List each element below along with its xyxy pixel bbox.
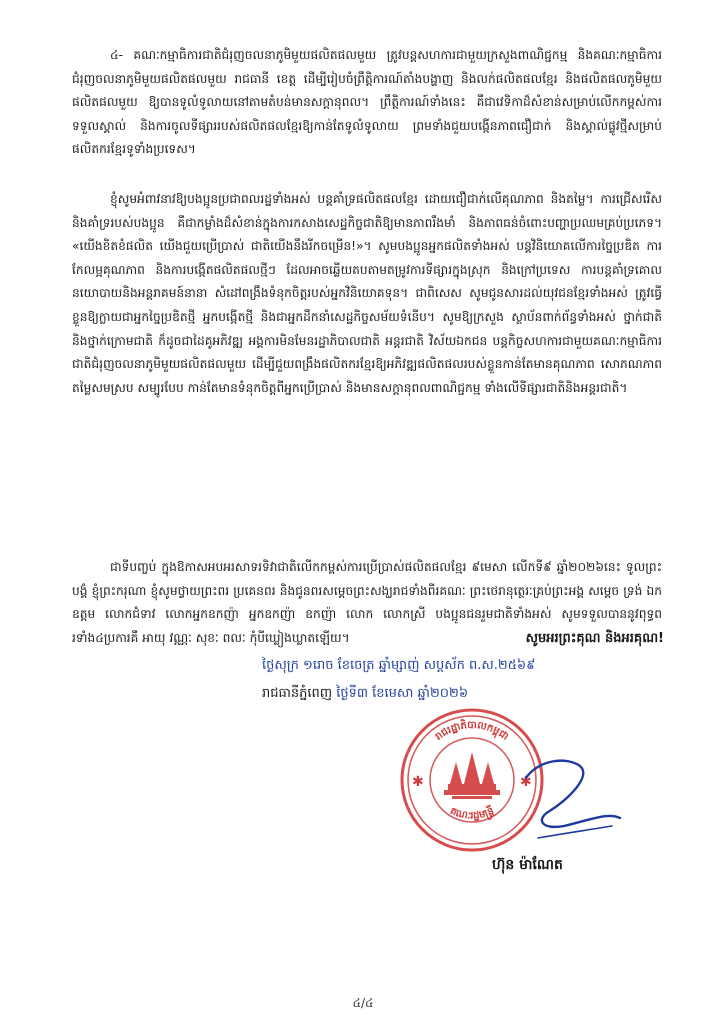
place-date-line [262, 685, 682, 704]
page-number: ៤/៤ [352, 996, 374, 1010]
svg-text:✱: ✱ [520, 774, 532, 790]
paragraph-appeal: ខ្ញុំសូមអំពាវនាវឱ្យបងប្អូនប្រជាពលរដ្ឋទាំងអស់ បន្តគាំទ្រផលិតផលខ្មែរ ដោយជឿជាក់លើគុណភាព និងតម្លៃ។ ការជ្រើសរើសនិងគាំទ្ររបស់បងប្អូន គឺជាកម្លាំងដ៏សំខាន់ក្នុងការកសាងសេដ្ឋកិច្ចជាតិឱ្យមានភាពរឹងមាំ និងភាពធន់ចំពោះបញ្ហាប្រឈមគ្រប់ប្រភេទ។ «យើងខិតខំផលិត យើងជួយប្រើប្រាស់ ជាតិយើងនឹងរីកចម្រើន!»។ សូមបងប្អូនអ្នកផលិតទាំងអស់ បន្តវិនិយោគលើការច្នៃប្រឌិត ការកែលម្អគុណភាព និងការបង្កើតផលិតផលថ្មីៗ ដែលអាចឆ្លើយតបតាមតម្រូវការទីផ្សារក្នុងស្រុក និងក្រៅប្រទេស ការបន្តគាំទ្រគោលនយោបាយនិងអន្តរាគមន៍នានា សំដៅពង្រឹងទំនុកចិត្តរបស់អ្នកវិនិយោគទុន។ ជាពិសេស សូមជូនសារដល់យុវជនខ្មែរទាំងអស់ ត្រូវធ្វើខ្លួនឱ្យក្លាយជាអ្នកច្នៃប្រឌិតថ្មី អ្នកបង្កើតថ្មី និងជាអ្នកដឹកនាំសេដ្ឋកិច្ចសម័យទំនើប។ សូមឱ្យក្រសួង ស្ថាប័នពាក់ព័ន្ធទាំងអស់ ថ្នាក់ជាតិ និងថ្នាក់ក្រោមជាតិ ក៏ដូចជាដៃគូអភិវឌ្ឍ អង្គការមិនមែនរដ្ឋាភិបាលជាតិ អន្តរជាតិ វិស័យឯកជន បន្តកិច្ចសហការជាមួយគណៈកម្មាធិការជាតិជំរុញចលនាភូមិមួយផលិតផលមួយ ដើម្បីជួយពង្រឹងផលិតករខ្មែរឱ្យអភិវឌ្ឍផលិតផលរបស់ខ្លួនកាន់តែមានគុណភាព សោភណភាព តម្លៃសមស្រប សម្បូរបែប កាន់តែមានទំនុកចិត្តពីអ្នកប្រើប្រាស់ និងមានសក្តានុពលពាណិជ្ជកម្ម ទាំងលើទីផ្សារជាតិនិងអន្តរជាតិ។ [72, 192, 662, 395]
svg-text:✱: ✱ [412, 774, 424, 790]
angkor-temple-icon [444, 752, 500, 799]
signer-name: ហ៊ុន ម៉ាណែត [492, 857, 563, 873]
handwritten-signature [508, 738, 628, 848]
paragraph-item-4: ៤- គណៈកម្មាធិការជាតិជំរុញចលនាភូមិមួយផលិតផលមួយ ត្រូវបន្តសហការជាមួយក្រសួងពាណិជ្ជកម្ម និងគណៈកម្មាធិការជំរុញចលនាភូមិមួយផលិតផលមួយ រាជធានី ខេត្ត ដើម្បីរៀបចំព្រឹត្តិការណ៍តាំងបង្ហាញ និងលក់ផលិតផលខ្មែរ និងផលិតផលភូមិមួយផលិតផលមួយ ឱ្យបានទូលំទូលាយនៅតាមតំបន់មានសក្តានុពល។ ព្រឹត្តិការណ៍ទាំងនេះ គឺជាវេទិកាដ៏សំខាន់សម្រាប់លើកកម្ពស់ការទទួលស្គាល់ និងការចូលទីផ្សាររបស់ផលិតផលខ្មែរឱ្យកាន់តែទូលំទូលាយ ព្រមទាំងជួយបង្កើនភាពជឿជាក់ និងស្គាល់ផ្លូវថ្មីសម្រាប់ផលិតករខ្មែរទូទាំងប្រទេស។ [72, 48, 662, 157]
seal-bottom-text: គណៈរដ្ឋមន្ត្រី [448, 805, 496, 823]
seal-top-text: រាជរដ្ឋាភិបាលកម្ពុជា [433, 719, 511, 743]
paragraph-conclusion: ជាទីបញ្ចប់ ក្នុងឱកាសអបអរសាទរទិវាជាតិលើកកម្ពស់ការប្រើប្រាស់ផលិតផលខ្មែរ ៩មេសា លើកទី៩ ឆ្នាំ២០២៦នេះ ទូលព្រះបង្គំ ខ្ញុំព្រះករុណា ខ្ញុំសូមថ្វាយព្រះពរ ប្រគេនពរ និងជូនពរសម្តេចព្រះសង្ឃរាជទាំងពីរគណៈ ព្រះថេរានុត្ថេរៈគ្រប់ព្រះអង្គ សម្តេច ទ្រង់ ឯកឧត្តម លោកជំទាវ លោកអ្នកឧកញ៉ា អ្នកឧកញ៉ា ឧកញ៉ា លោក លោកស្រី បងប្អូនជនរួមជាតិទាំងអស់ សូមទទួលបាននូវពុទ្ធពរទាំង៤ប្រការគឺ អាយុ វណ្ណៈ សុខៈ ពលៈ កុំបីឃ្លៀងឃ្លាតឡើយ។ [72, 560, 662, 645]
place-name: រាជធានីភ្នំពេញ [262, 686, 333, 701]
lunar-date: ថ្ងៃសុក្រ ១រោច ខែចេត្រ ឆ្នាំម្សាញ់ សប្តស័ក ព.ស.២៥៦៩ [262, 658, 536, 673]
closing-thanks: សូមអរព្រះគុណ និងអរគុណ! [525, 631, 664, 646]
solar-date: ថ្ងៃទី៣ ខែមេសា ឆ្នាំ២០២៦ [336, 686, 469, 701]
